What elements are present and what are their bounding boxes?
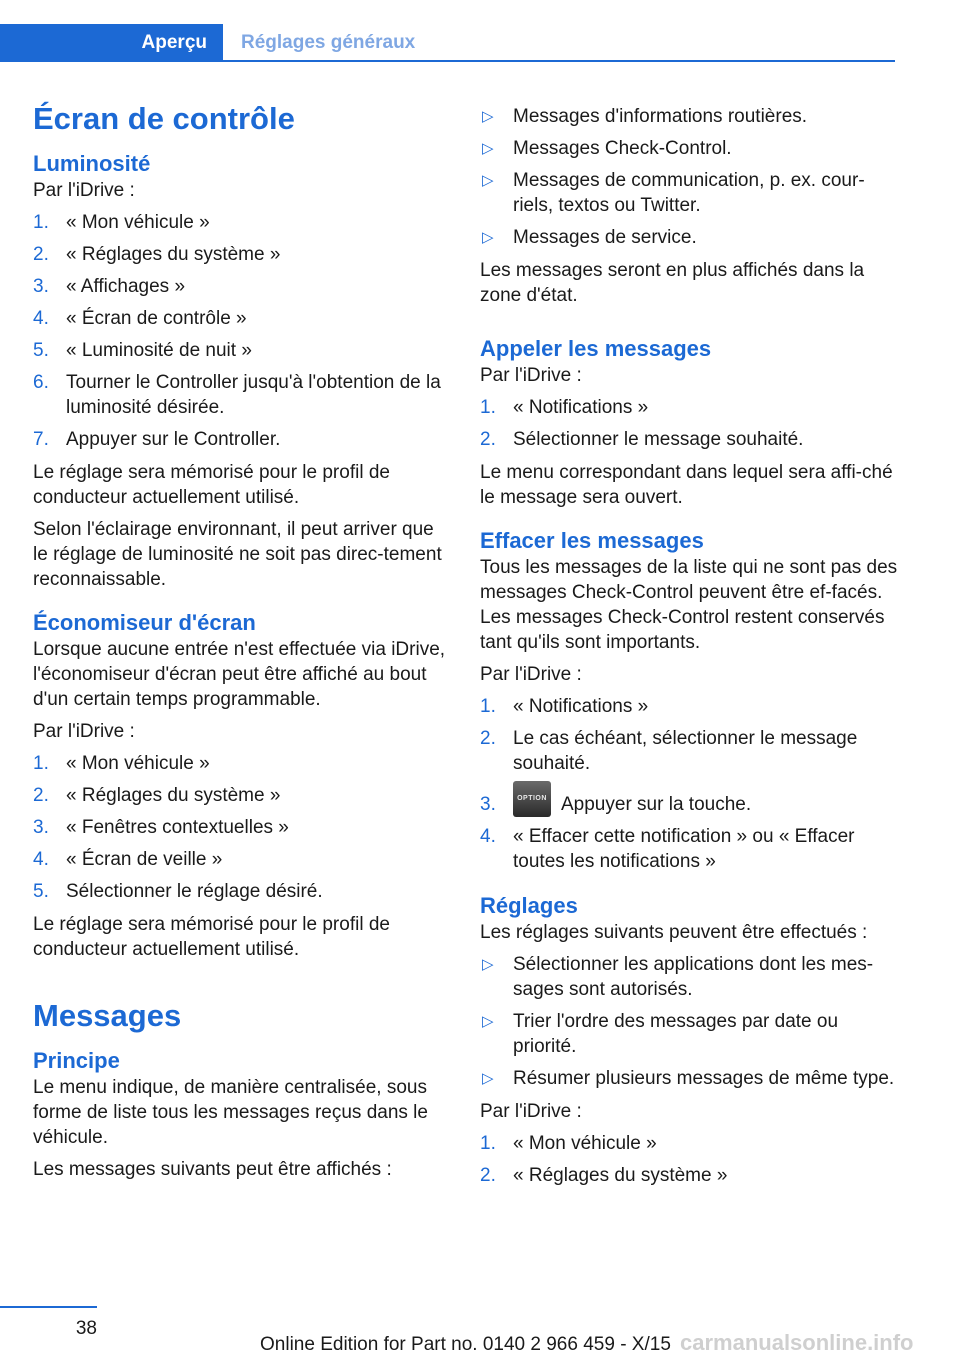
note-text: Le réglage sera mémorisé pour le profil de conducteur actuellement utilisé. xyxy=(33,914,390,960)
list-item: 1. « Notifications » xyxy=(480,397,649,418)
option-button-icon: OPTION xyxy=(513,781,551,817)
intro-text: Par l'iDrive : xyxy=(480,664,582,685)
triangle-bullet-icon: ▷ xyxy=(482,140,494,157)
list-item: ▷ Messages d'informations routières. xyxy=(482,106,808,127)
list-item: 4. « Écran de contrôle » xyxy=(33,308,247,329)
body-text: Lorsque aucune entrée n'est effectuée via iDrive, l'économiseur d'écran peut être affiché au bout d'un certain temps programmable. xyxy=(33,639,446,710)
list-item: 5. Sélectionner le réglage désiré. xyxy=(33,881,323,902)
page-number: 38 xyxy=(75,1318,97,1339)
list-item: 2. Le cas échéant, sélectionner le message souhaité. xyxy=(480,728,858,774)
intro-text: Par l'iDrive : xyxy=(33,180,135,201)
triangle-bullet-icon: ▷ xyxy=(482,172,494,189)
list-item: 2. Sélectionner le message souhaité. xyxy=(480,429,804,450)
bullets-reglages xyxy=(480,952,900,1091)
body-text: Le menu indique, de manière centralisée, sous forme de liste tous les messages reçus dans le véhicule. xyxy=(33,1077,428,1148)
list-item: 1. « Mon véhicule » xyxy=(480,1133,657,1154)
triangle-bullet-icon: ▷ xyxy=(482,1013,494,1030)
list-item: 4. « Écran de veille » xyxy=(33,849,223,870)
title-ecran-de-controle: Écran de contrôle xyxy=(33,101,295,136)
triangle-bullet-icon: ▷ xyxy=(482,108,494,125)
list-item: ▷ Messages de communication, p. ex. cour-riels, textos ou Twitter. xyxy=(482,170,865,216)
header-divider xyxy=(223,60,895,62)
list-item: 2. « Réglages du système » xyxy=(33,244,281,265)
list-item: 6. Tourner le Controller jusqu'à l'obtention de la luminosité désirée. xyxy=(33,372,441,418)
edition-text: Online Edition for Part no. 0140 2 966 459 - X/15 xyxy=(260,1334,671,1355)
watermark: carmanualsonline.info xyxy=(680,1330,914,1355)
body-text: Tous les messages de la liste qui ne sont pas des messages Check-Control peuvent être ef-facés. Les messages Check-Control restent conservés tant qu'ils sont importants. xyxy=(480,557,898,653)
steps-appeler xyxy=(480,395,900,452)
intro-text: Par l'iDrive : xyxy=(480,365,582,386)
triangle-bullet-icon: ▷ xyxy=(482,956,494,973)
list-item: ▷ Messages Check-Control. xyxy=(482,138,732,159)
list-item: 1. « Mon véhicule » xyxy=(33,753,210,774)
bullets-messages xyxy=(480,104,900,250)
heading-reglages: Réglages xyxy=(480,893,578,918)
list-item: ▷ Messages de service. xyxy=(482,227,697,248)
title-messages: Messages xyxy=(33,998,182,1033)
list-item: ▷ Sélectionner les applications dont les mes-sages sont autorisés. xyxy=(482,954,874,1000)
note-text: Le menu correspondant dans lequel sera affi-ché le message sera ouvert. xyxy=(480,462,893,508)
page-header xyxy=(0,0,895,62)
tab-reglages-generaux[interactable]: Réglages généraux xyxy=(241,32,416,53)
list-item: 4. « Effacer cette notification » ou « Effacer toutes les notifications » xyxy=(480,826,855,872)
tab-apercu[interactable]: Aperçu xyxy=(0,24,223,62)
heading-principe: Principe xyxy=(33,1048,120,1073)
intro-text: Les réglages suivants peuvent être effectués : xyxy=(480,922,868,943)
list-item: 1. « Notifications » xyxy=(480,696,649,717)
list-item: 3. OPTION Appuyer sur la touche. xyxy=(480,792,900,817)
list-item: ▷ Trier l'ordre des messages par date ou priorité. xyxy=(482,1011,839,1057)
heading-luminosite: Luminosité xyxy=(33,151,151,176)
steps-luminosite xyxy=(33,210,453,452)
list-item: 2. « Réglages du système » xyxy=(480,1165,728,1186)
list-item: 5. « Luminosité de nuit » xyxy=(33,340,252,361)
heading-economiseur: Économiseur d'écran xyxy=(33,610,256,635)
note-text: Selon l'éclairage environnant, il peut arriver que le réglage de luminosité ne soit pas direc-tement reconnaissable. xyxy=(33,519,442,590)
intro-text: Par l'iDrive : xyxy=(480,1101,582,1122)
body-text: Les messages suivants peut être affichés : xyxy=(33,1159,392,1180)
intro-text: Par l'iDrive : xyxy=(33,721,135,742)
footer-divider xyxy=(0,1306,97,1308)
heading-effacer-messages: Effacer les messages xyxy=(480,528,704,553)
list-item: 3. « Fenêtres contextuelles » xyxy=(33,817,289,838)
triangle-bullet-icon: ▷ xyxy=(482,229,494,246)
body-text: Les messages seront en plus affichés dans la zone d'état. xyxy=(480,260,865,306)
triangle-bullet-icon: ▷ xyxy=(482,1070,494,1087)
steps-economiseur xyxy=(33,751,453,904)
steps-effacer xyxy=(480,694,900,874)
list-item: ▷ Résumer plusieurs messages de même type. xyxy=(482,1068,895,1089)
list-item: 7. Appuyer sur le Controller. xyxy=(33,429,281,450)
steps-reglages xyxy=(480,1131,900,1188)
left-column xyxy=(33,100,453,1189)
list-item: 3. « Affichages » xyxy=(33,276,186,297)
right-column xyxy=(480,104,900,1196)
heading-appeler-messages: Appeler les messages xyxy=(480,336,712,361)
list-item: 1. « Mon véhicule » xyxy=(33,212,210,233)
note-text: Le réglage sera mémorisé pour le profil de conducteur actuellement utilisé. xyxy=(33,462,390,508)
list-item: 2. « Réglages du système » xyxy=(33,785,281,806)
